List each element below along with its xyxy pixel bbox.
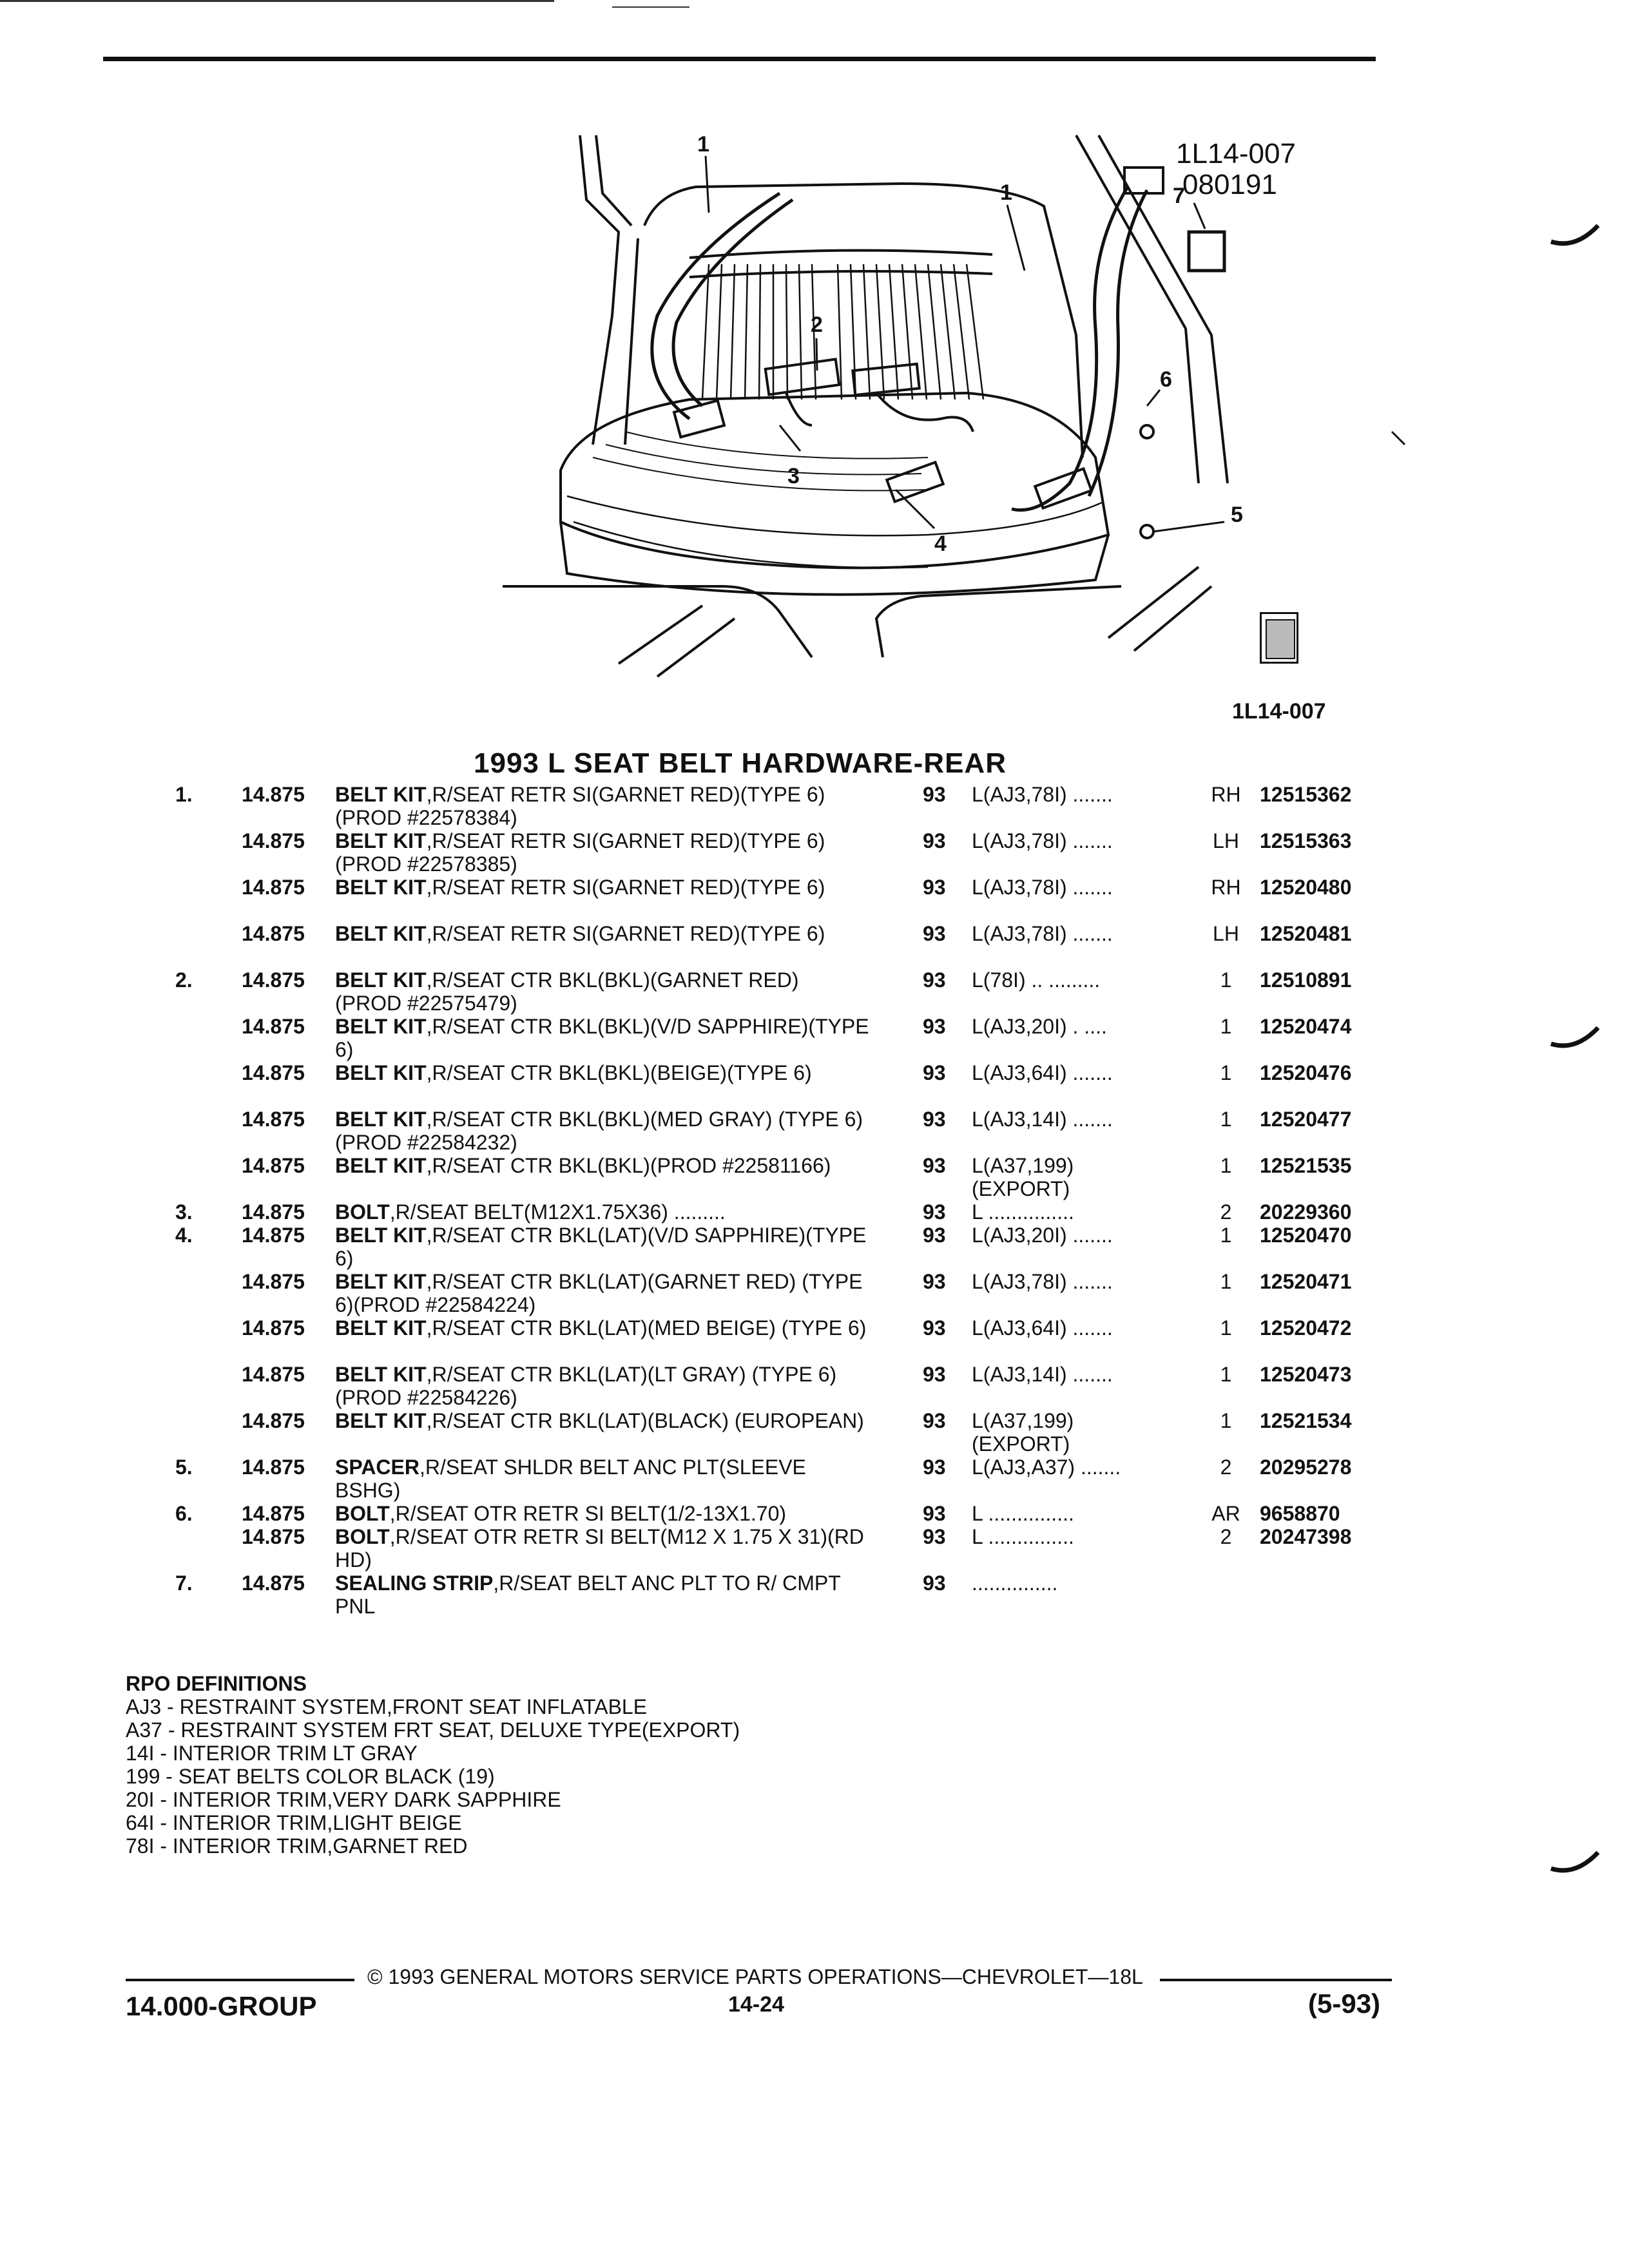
part-detail: ,R/SEAT CTR BKL(BKL)(GARNET RED) (PROD #22575479) xyxy=(335,968,799,1015)
part-name: BELT KIT xyxy=(335,1061,427,1084)
part-description xyxy=(335,1270,870,1316)
part-model-year: 93 xyxy=(923,1015,946,1038)
part-description xyxy=(335,829,870,876)
part-model-usage: L(AJ3,78I) ....... xyxy=(972,783,1113,806)
part-quantity: 1 xyxy=(1220,1061,1232,1084)
part-description xyxy=(335,922,870,945)
part-detail: ,R/SEAT CTR BKL(LAT)(GARNET RED) (TYPE 6)(PROD #22584224) xyxy=(335,1270,863,1316)
part-description xyxy=(335,1456,870,1502)
part-model-usage: ............... xyxy=(972,1571,1058,1595)
part-description xyxy=(335,1409,870,1432)
rpo-item: 78I - INTERIOR TRIM,GARNET RED xyxy=(126,1834,468,1858)
part-group-code: 14.875 xyxy=(242,1154,305,1177)
part-name: BELT KIT xyxy=(335,1154,427,1177)
part-name: BELT KIT xyxy=(335,968,427,992)
callout-4: 4 xyxy=(934,532,947,556)
part-quantity: RH xyxy=(1211,783,1241,806)
part-quantity: 1 xyxy=(1220,968,1232,992)
part-detail: ,R/SEAT RETR SI(GARNET RED)(TYPE 6) xyxy=(426,922,825,945)
part-name: BELT KIT xyxy=(335,922,427,945)
part-name: BELT KIT xyxy=(335,1316,427,1340)
rpo-item: 199 - SEAT BELTS COLOR BLACK (19) xyxy=(126,1765,495,1788)
part-description xyxy=(335,1363,870,1409)
part-callout-number: 2. xyxy=(175,968,193,992)
part-number: 12515362 xyxy=(1260,783,1352,806)
part-model-usage: L(AJ3,20I) . .... xyxy=(972,1015,1107,1038)
part-number: 12515363 xyxy=(1260,829,1352,852)
part-description xyxy=(335,1154,870,1177)
figure-reference-code xyxy=(1176,139,1296,200)
part-model-usage: L ............... xyxy=(972,1525,1074,1548)
part-model-usage: L(AJ3,78I) ....... xyxy=(972,922,1113,945)
part-detail: ,R/SEAT CTR BKL(BKL)(MED GRAY) (TYPE 6)(PROD #22584232) xyxy=(335,1108,863,1154)
footer-rule-left xyxy=(126,1979,354,1981)
part-name: BELT KIT xyxy=(335,1015,427,1038)
part-detail: ,R/SEAT CTR BKL(BKL)(BEIGE)(TYPE 6) xyxy=(426,1061,812,1084)
copyright-notice: © 1993 GENERAL MOTORS SERVICE PARTS OPERATIONS—CHEVROLET—18L xyxy=(367,1965,1143,1988)
page-number: 14-24 xyxy=(728,1992,784,2017)
header-rule xyxy=(103,57,1376,61)
part-group-code: 14.875 xyxy=(242,829,305,852)
rpo-item: 14I - INTERIOR TRIM LT GRAY xyxy=(126,1742,418,1765)
part-callout-number: 5. xyxy=(175,1456,193,1479)
part-quantity: 1 xyxy=(1220,1154,1232,1177)
callout-7: 7 xyxy=(1173,184,1185,208)
part-name: SEALING STRIP xyxy=(335,1571,494,1595)
callout-1-left: 1 xyxy=(697,132,709,157)
part-detail: ,R/SEAT OTR RETR SI BELT(1/2-13X1.70) xyxy=(389,1502,787,1525)
part-description xyxy=(335,1502,870,1525)
part-callout-number: 7. xyxy=(175,1571,193,1595)
rpo-item: 64I - INTERIOR TRIM,LIGHT BEIGE xyxy=(126,1811,462,1834)
part-callout-number: 1. xyxy=(175,783,193,806)
part-model-year: 93 xyxy=(923,1502,946,1525)
part-number: 12510891 xyxy=(1260,968,1352,992)
part-number: 20229360 xyxy=(1260,1200,1352,1224)
part-quantity: RH xyxy=(1211,876,1241,899)
part-description xyxy=(335,783,870,829)
part-name: BELT KIT xyxy=(335,1108,427,1131)
part-group-code: 14.875 xyxy=(242,1409,305,1432)
part-model-usage: L ............... xyxy=(972,1502,1074,1525)
part-detail: ,R/SEAT SHLDR BELT ANC PLT(SLEEVE BSHG) xyxy=(335,1456,806,1502)
part-model-year: 93 xyxy=(923,876,946,899)
part-model-year: 93 xyxy=(923,1200,946,1224)
part-model-year: 93 xyxy=(923,1061,946,1084)
rpo-item: 20I - INTERIOR TRIM,VERY DARK SAPPHIRE xyxy=(126,1788,561,1811)
rpo-item: A37 - RESTRAINT SYSTEM FRT SEAT, DELUXE TYPE(EXPORT) xyxy=(126,1718,740,1742)
part-model-usage: L(AJ3,14I) ....... xyxy=(972,1108,1113,1131)
margin-mark-1 xyxy=(1550,222,1601,255)
part-detail: ,R/SEAT RETR SI(GARNET RED)(TYPE 6) xyxy=(426,876,825,899)
part-number: 12520472 xyxy=(1260,1316,1352,1340)
part-detail: ,R/SEAT CTR BKL(LAT)(V/D SAPPHIRE)(TYPE 6) xyxy=(335,1224,867,1270)
callout-3: 3 xyxy=(787,464,800,488)
part-quantity: 1 xyxy=(1220,1224,1232,1247)
part-group-code: 14.875 xyxy=(242,1224,305,1247)
callout-5: 5 xyxy=(1231,503,1243,527)
part-group-code: 14.875 xyxy=(242,1456,305,1479)
figure-ref-line-2: 080191 xyxy=(1182,169,1277,200)
part-model-usage: L(AJ3,14I) ....... xyxy=(972,1363,1113,1386)
part-detail: ,R/SEAT CTR BKL(BKL)(PROD #22581166) xyxy=(426,1154,831,1177)
part-model-year: 93 xyxy=(923,968,946,992)
callout-2: 2 xyxy=(811,312,823,337)
part-callout-number: 3. xyxy=(175,1200,193,1224)
part-quantity: AR xyxy=(1211,1502,1240,1525)
part-description xyxy=(335,1316,870,1340)
part-group-code: 14.875 xyxy=(242,1061,305,1084)
part-model-usage: L ............... xyxy=(972,1200,1074,1224)
part-number: 12521535 xyxy=(1260,1154,1352,1177)
part-model-usage: L(A37,199) (EXPORT) xyxy=(972,1154,1074,1200)
margin-mark-3 xyxy=(1550,1849,1601,1881)
part-name: SPACER xyxy=(335,1456,419,1479)
part-group-code: 14.875 xyxy=(242,1108,305,1131)
part-callout-number: 4. xyxy=(175,1224,193,1247)
part-number: 12521534 xyxy=(1260,1409,1352,1432)
part-model-year: 93 xyxy=(923,1154,946,1177)
part-description xyxy=(335,1108,870,1154)
part-number: 12520474 xyxy=(1260,1015,1352,1038)
part-model-usage: L(78I) .. ......... xyxy=(972,968,1101,992)
part-model-usage: L(AJ3,64I) ....... xyxy=(972,1316,1113,1340)
part-number: 12520470 xyxy=(1260,1224,1352,1247)
part-number: 12520476 xyxy=(1260,1061,1352,1084)
part-description xyxy=(335,1525,870,1571)
part-model-usage: L(AJ3,78I) ....... xyxy=(972,1270,1113,1293)
part-group-code: 14.875 xyxy=(242,876,305,899)
part-quantity: 1 xyxy=(1220,1409,1232,1432)
part-callout-number: 6. xyxy=(175,1502,193,1525)
part-number: 12520473 xyxy=(1260,1363,1352,1386)
part-group-code: 14.875 xyxy=(242,968,305,992)
part-group-code: 14.875 xyxy=(242,1363,305,1386)
part-detail: ,R/SEAT RETR SI(GARNET RED)(TYPE 6)(PROD #22578385) xyxy=(335,829,825,876)
part-model-year: 93 xyxy=(923,1316,946,1340)
part-number: 12520480 xyxy=(1260,876,1352,899)
part-model-usage: L(A37,199) (EXPORT) xyxy=(972,1409,1074,1456)
margin-mark-2 xyxy=(1550,1024,1601,1057)
part-model-usage: L(AJ3,78I) ....... xyxy=(972,876,1113,899)
part-number: 12520481 xyxy=(1260,922,1352,945)
part-group-code: 14.875 xyxy=(242,1316,305,1340)
part-number: 12520471 xyxy=(1260,1270,1352,1293)
part-description xyxy=(335,1061,870,1084)
part-detail: ,R/SEAT CTR BKL(LAT)(MED BEIGE) (TYPE 6) xyxy=(426,1316,867,1340)
rpo-definitions xyxy=(126,1672,740,1858)
footer-rule-right xyxy=(1160,1979,1392,1981)
part-quantity: 1 xyxy=(1220,1108,1232,1131)
part-quantity: 1 xyxy=(1220,1270,1232,1293)
part-description xyxy=(335,1015,870,1061)
part-model-year: 93 xyxy=(923,829,946,852)
part-name: BOLT xyxy=(335,1525,390,1548)
part-number: 20295278 xyxy=(1260,1456,1352,1479)
part-model-usage: L(AJ3,64I) ....... xyxy=(972,1061,1113,1084)
part-quantity: 1 xyxy=(1220,1015,1232,1038)
rpo-item: AJ3 - RESTRAINT SYSTEM,FRONT SEAT INFLATABLE xyxy=(126,1695,648,1718)
callout-1-right: 1 xyxy=(1000,180,1012,205)
part-model-year: 93 xyxy=(923,1108,946,1131)
part-group-code: 14.875 xyxy=(242,1571,305,1595)
part-number: 9658870 xyxy=(1260,1502,1340,1525)
part-description xyxy=(335,1571,870,1618)
figure-id: 1L14-007 xyxy=(1232,699,1326,724)
callout-6: 6 xyxy=(1160,367,1172,392)
part-name: BELT KIT xyxy=(335,1363,427,1386)
part-model-year: 93 xyxy=(923,1525,946,1548)
part-model-usage: L(AJ3,78I) ....... xyxy=(972,829,1113,852)
part-group-code: 14.875 xyxy=(242,1525,305,1548)
part-description xyxy=(335,876,870,899)
part-name: BELT KIT xyxy=(335,876,427,899)
part-model-year: 93 xyxy=(923,783,946,806)
part-quantity: 1 xyxy=(1220,1316,1232,1340)
part-detail: ,R/SEAT RETR SI(GARNET RED)(TYPE 6)(PROD #22578384) xyxy=(335,783,825,829)
part-name: BELT KIT xyxy=(335,829,427,852)
gm-spo-logo xyxy=(1260,612,1298,664)
part-name: BOLT xyxy=(335,1502,390,1525)
part-model-usage: L(AJ3,20I) ....... xyxy=(972,1224,1113,1247)
scan-mark-top-mid xyxy=(612,6,689,8)
part-number: 20247398 xyxy=(1260,1525,1352,1548)
part-group-code: 14.875 xyxy=(242,783,305,806)
part-model-year: 93 xyxy=(923,1363,946,1386)
group-label: 14.000-GROUP xyxy=(126,1991,317,2021)
part-group-code: 14.875 xyxy=(242,1015,305,1038)
part-quantity: LH xyxy=(1213,829,1239,852)
part-detail: ,R/SEAT CTR BKL(LAT)(LT GRAY) (TYPE 6)(PROD #22584226) xyxy=(335,1363,837,1409)
part-quantity: 2 xyxy=(1220,1456,1232,1479)
part-number: 12520477 xyxy=(1260,1108,1352,1131)
page-title: 1993 L SEAT BELT HARDWARE-REAR xyxy=(474,747,1007,779)
part-name: BELT KIT xyxy=(335,1409,427,1432)
part-name: BELT KIT xyxy=(335,783,427,806)
part-detail: ,R/SEAT CTR BKL(BKL)(V/D SAPPHIRE)(TYPE 6) xyxy=(335,1015,869,1061)
part-name: BELT KIT xyxy=(335,1270,427,1293)
part-model-usage: L(AJ3,A37) ....... xyxy=(972,1456,1121,1479)
part-group-code: 14.875 xyxy=(242,1200,305,1224)
part-detail: ,R/SEAT OTR RETR SI BELT(M12 X 1.75 X 31)(RD HD) xyxy=(335,1525,864,1571)
part-group-code: 14.875 xyxy=(242,922,305,945)
part-model-year: 93 xyxy=(923,1456,946,1479)
part-model-year: 93 xyxy=(923,1571,946,1595)
part-detail: ,R/SEAT BELT(M12X1.75X36) ......... xyxy=(389,1200,726,1224)
part-detail: ,R/SEAT CTR BKL(LAT)(BLACK) (EUROPEAN) xyxy=(426,1409,864,1432)
scan-mark-top-left xyxy=(0,0,554,2)
part-description xyxy=(335,1200,870,1224)
part-quantity: LH xyxy=(1213,922,1239,945)
part-quantity: 2 xyxy=(1220,1525,1232,1548)
part-model-year: 93 xyxy=(923,1224,946,1247)
part-detail: ,R/SEAT BELT ANC PLT TO R/ CMPT PNL xyxy=(335,1571,841,1618)
revision-date: (5-93) xyxy=(1308,1988,1381,2019)
part-name: BELT KIT xyxy=(335,1224,427,1247)
part-name: BOLT xyxy=(335,1200,390,1224)
rpo-heading: RPO DEFINITIONS xyxy=(126,1672,307,1695)
part-group-code: 14.875 xyxy=(242,1502,305,1525)
part-quantity: 1 xyxy=(1220,1363,1232,1386)
part-model-year: 93 xyxy=(923,922,946,945)
part-description xyxy=(335,1224,870,1270)
part-group-code: 14.875 xyxy=(242,1270,305,1293)
part-quantity: 2 xyxy=(1220,1200,1232,1224)
part-description xyxy=(335,968,870,1015)
part-model-year: 93 xyxy=(923,1409,946,1432)
part-model-year: 93 xyxy=(923,1270,946,1293)
figure-ref-line-1: 1L14-007 xyxy=(1176,138,1296,169)
